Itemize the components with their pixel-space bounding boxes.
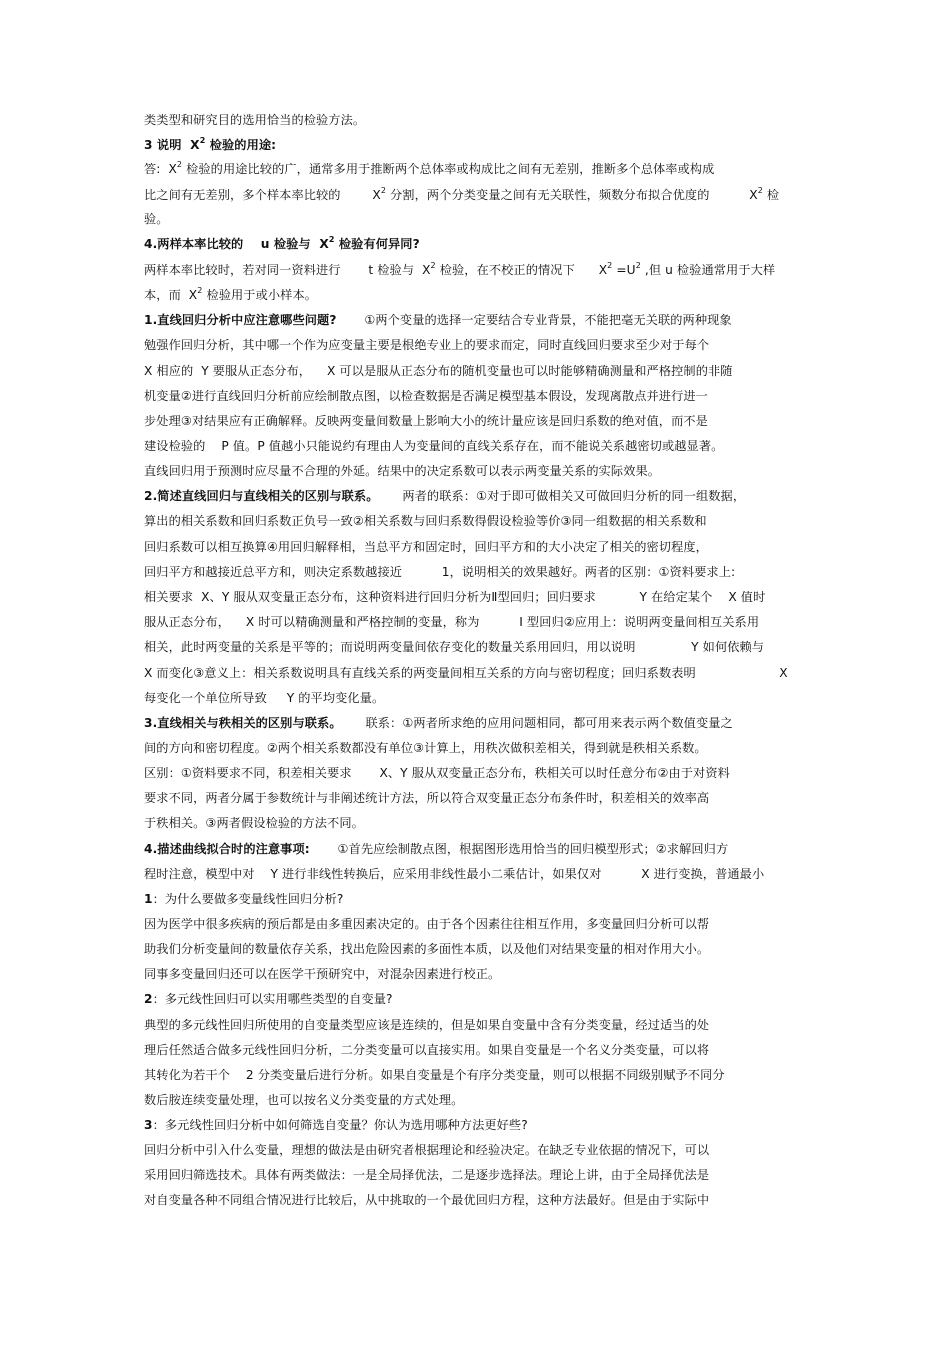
text-line (144, 112, 365, 128)
text-line (144, 161, 714, 177)
text-line (144, 1092, 463, 1108)
text-segment: 本，而 X (144, 288, 198, 302)
text-line (144, 841, 728, 857)
superscript: 2 (430, 261, 436, 270)
text-segment: 算出的相关系数和回归系数正负号一致②相关系数与回归系数得假设检验等价③同一组数据的相关系数和 (144, 514, 707, 528)
text-segment: 区别：①资料要求不同，积差相关要求 X、Y 服从双变量正态分布，秩相关可以时任意分布②由于对资料 (144, 766, 730, 780)
text-line (144, 991, 393, 1007)
superscript: 2 (328, 235, 335, 244)
text-line (144, 463, 660, 479)
text-segment: 相关要求 X、Y 服从双变量正态分布，这种资料进行回归分析为Ⅱ型回归；回归要求 Y 在给定某个 X 值时 (144, 590, 766, 604)
text-line (144, 1142, 709, 1158)
text-segment: 助我们分析变量间的数量依存关系，找出危险因素的多面性本质，以及他们对结果变量的相对作用大小。 (144, 942, 710, 956)
text-segment: 两样本率比较时，若对同一资料进行 t 检验与 X (144, 263, 431, 277)
text-segment: 因为医学中很多疾病的预后都是由多重因素决定的。由于各个因素往往相互作用，多变量回归分析可以帮 (144, 917, 710, 931)
text-segment: 回归平方和越接近总平方和，则决定系数越接近 1，说明相关的效果越好。两者的区别：①资料要求上: (144, 565, 736, 579)
text-segment: 采用回归筛选技术。具体有两类做法：一是全局择优法，二是逐步选择法。理论上讲，由于全局择优法是 (144, 1168, 710, 1182)
text-line (144, 337, 709, 353)
text-segment: 直线回归用于预测时应尽量不合理的外延。结果中的决定系数可以表示两变量关系的实际效果。 (144, 464, 661, 478)
text-line (144, 388, 708, 404)
text-segment: 建设检验的 P 值。P 值越小只能说约有理由人为变量间的直线关系存在，而不能说关系越密切或越显著。 (144, 439, 724, 453)
text-segment: 数后胺连续变量处理，也可以按名义分类变量的方式处理。 (144, 1093, 464, 1107)
text-segment: 3 说明 X (144, 138, 200, 152)
text-segment: 间的方向和密切程度。②两个相关系数都没有单位③计算上，用秩次做积差相关，得到就是秩相关系数。 (144, 741, 707, 755)
text-line (144, 639, 764, 655)
text-line (144, 941, 709, 957)
text-line (144, 287, 317, 303)
text-segment: 两者的联系：①对于即可做相关又可做回归分析的同一组数据， (378, 489, 746, 503)
superscript: 2 (635, 261, 641, 270)
text-line (144, 262, 775, 278)
text-segment: 4.描述曲线拟合时的注意事项: (144, 842, 310, 856)
text-segment: 类类型和研究目的选用恰当的检验方法。 (144, 113, 366, 127)
text-segment: ,但 u 检验通常用于大样 (640, 263, 776, 277)
text-segment: 答: X (144, 162, 177, 176)
text-line (144, 539, 708, 555)
text-segment: 检验的用途比较的广，通常多用于推断两个总体率或构成比之间有无差别，推断多个总体率或构成 (182, 162, 715, 176)
text-segment: 相关，此时两变量的关系是平等的；而说明两变量间依存变化的数量关系用回归，用以说明 Y 如何依赖与 (144, 640, 765, 654)
text-segment: =U (612, 263, 636, 277)
superscript: 2 (757, 186, 763, 195)
text-line (144, 815, 364, 831)
text-line (144, 1017, 709, 1033)
text-line (144, 187, 779, 203)
text-segment: 2 (144, 992, 153, 1006)
text-segment: 每变化一个单位所导致 Y 的平均变化量。 (144, 691, 385, 705)
text-line (144, 312, 732, 328)
text-line (144, 891, 343, 907)
text-segment: 4.两样本率比较的 u 检验与 X (144, 237, 329, 251)
text-segment: 步处理③对结果应有正确解释。反映两变量间数量上影响大小的统计量应该是回归系数的绝对值，而不是 (144, 414, 708, 428)
text-segment: 检验，在不校正的情况下 X (435, 263, 608, 277)
text-line (144, 137, 276, 153)
text-segment: 2.简述直线回归与直线相关的区别与联系。 (144, 489, 379, 503)
text-segment: ：多元线性回归可以实用哪些类型的自变量? (152, 992, 393, 1006)
text-segment: 于秩相关。③两者假设检验的方法不同。 (144, 816, 364, 830)
text-segment: 回归系数可以相互换算④用回归解释相，当总平方和固定时，回归平方和的大小决定了相关的密切程度， (144, 540, 708, 554)
text-segment: 理后任然适合做多元线性回归分析，二分类变量可以直接实用。如果自变量是一个名义分类变量，可以将 (144, 1043, 710, 1057)
superscript: 2 (197, 286, 203, 295)
text-segment: 3 (144, 1118, 153, 1132)
text-line (144, 1167, 709, 1183)
text-segment: 要求不同，两者分属于参数统计与非阐述统计方法，所以符合双变量正态分布条件时，积差相关的效率高 (144, 791, 710, 805)
text-segment: 比之间有无差别，多个样本率比较的 X (144, 188, 381, 202)
superscript: 2 (380, 186, 387, 195)
text-line (144, 564, 735, 580)
text-line (144, 665, 788, 681)
text-segment: 程时注意，模型中对 Y 进行非线性转换后，应采用非线性最小二乘估计，如果仅对 X 进行变换，普通最小 (144, 867, 765, 881)
text-segment: 对自变量各种不同组合情况进行比较后，从中挑取的一个最优回归方程，这种方法最好。但是由于实际中 (144, 1193, 710, 1207)
text-segment: X 而变化③意义上：相关系数说明具有直线关系的两变量间相互关系的方向与密切程度；回归系数表明 X (144, 666, 788, 680)
text-line (144, 765, 730, 781)
text-segment: 检验的用途: (205, 138, 277, 152)
text-line (144, 1067, 725, 1083)
text-segment: 同事多变量回归还可以在医学干预研究中，对混杂因素进行校正。 (144, 967, 501, 981)
superscript: 2 (199, 136, 206, 145)
text-line (144, 488, 745, 504)
text-segment: 联系：①两者所求绝的应用问题相同，都可用来表示两个数值变量之 (341, 716, 733, 730)
text-line (144, 790, 709, 806)
text-segment: 机变量②进行直线回归分析前应绘制散点图，以检查数据是否满足模型基本假设，发现离散点并进行进一 (144, 389, 708, 403)
text-line (144, 589, 765, 605)
text-line (144, 211, 169, 227)
text-line (144, 715, 733, 731)
text-line (144, 363, 733, 379)
text-line (144, 614, 759, 630)
text-line (144, 438, 723, 454)
text-segment: ：为什么要做多变量线性回归分析? (152, 892, 344, 906)
text-segment: X 相应的 Y 要服从正态分布， X 可以是服从正态分布的随机变量也可以时能够精确测量和严格控制的非随 (144, 364, 733, 378)
text-segment: 回归分析中引入什么变量，理想的做法是由研究者根据理论和经验决定。在缺乏专业依据的情况下，可以 (144, 1143, 710, 1157)
text-segment: 分割，两个分类变量之间有无关联性，频数分布拟合优度的 X (386, 188, 758, 202)
text-segment: 典型的多元线性回归所使用的自变量类型应该是连续的，但是如果自变量中含有分类变量，经过适当的处 (144, 1018, 710, 1032)
superscript: 2 (176, 160, 183, 169)
text-line (144, 1192, 709, 1208)
text-segment: 勉强作回归分析，其中哪一个作为应变量主要是根绝专业上的要求而定，同时直线回归要求至少对于每个 (144, 338, 710, 352)
text-line (144, 413, 708, 429)
text-segment: 1 (144, 892, 153, 906)
text-segment: ：多元线性回归分析中如何筛选自变量？你认为选用哪种方法更好些? (152, 1118, 528, 1132)
text-segment: ①首先应绘制散点图，根据图形选用恰当的回归模型形式；②求解回归方 (309, 842, 729, 856)
text-segment: 检验用于或小样本。 (202, 288, 318, 302)
text-segment: 服从正态分布， X 时可以精确测量和严格控制的变量，称为 Ⅰ 型回归②应用上：说明两变量间相互关系用 (144, 615, 760, 629)
text-line (144, 966, 500, 982)
text-line (144, 236, 420, 252)
text-line (144, 1117, 528, 1133)
text-segment: 检验有何异同? (334, 237, 420, 251)
text-segment: ①两个变量的选择一定要结合专业背景，不能把毫无关联的两种现象 (336, 313, 732, 327)
text-line (144, 513, 707, 529)
text-line (144, 1042, 709, 1058)
text-line (144, 866, 764, 882)
superscript: 2 (607, 261, 613, 270)
text-segment: 1.直线回归分析中应注意哪些问题? (144, 313, 337, 327)
text-line (144, 740, 707, 756)
text-line (144, 916, 709, 932)
text-segment: 检 (762, 188, 780, 202)
text-line (144, 690, 384, 706)
text-segment: 其转化为若干个 2 分类变量后进行分析。如果自变量是个有序分类变量，则可以根据不同级别赋予不同分 (144, 1068, 725, 1082)
text-segment: 3.直线相关与秩相关的区别与联系。 (144, 716, 342, 730)
text-segment: 验。 (144, 212, 169, 226)
